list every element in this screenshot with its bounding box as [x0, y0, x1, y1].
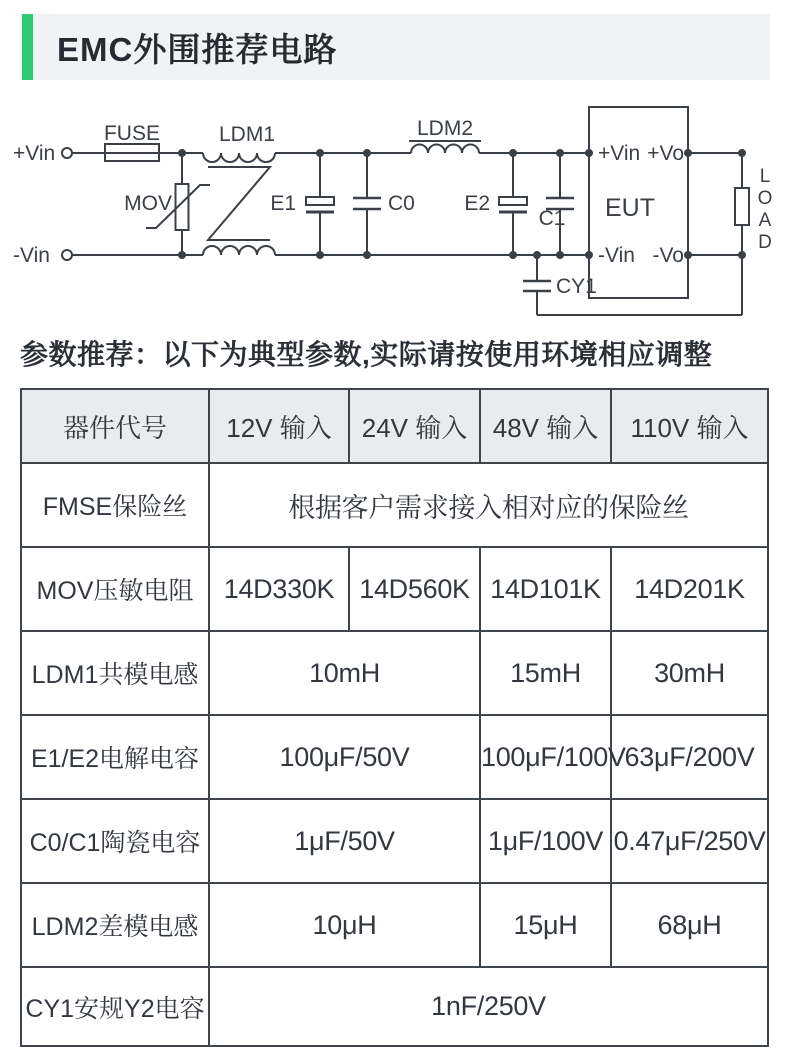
table-row-mov [21, 547, 768, 631]
cell-value: 1μF/100V [480, 799, 611, 883]
ldm2-inductor-symbol [409, 141, 481, 153]
label-cy1: CY1 [556, 275, 597, 298]
table-row-ldm1 [21, 631, 768, 715]
row-label: MOV压敏电阻 [21, 547, 209, 631]
table-row-ldm2 [21, 883, 768, 967]
c1-capacitor-symbol [546, 153, 574, 255]
row-label: E1/E2电解电容 [21, 715, 209, 799]
label-load [758, 166, 773, 253]
row-label: CY1安规Y2电容 [21, 967, 209, 1046]
choke-core-icon [208, 167, 270, 240]
circuit-svg [0, 95, 790, 335]
e2-capacitor-symbol [499, 153, 527, 255]
svg-text:A: A [758, 210, 772, 231]
svg-text:L: L [759, 166, 771, 187]
cell-value: 10μH [209, 883, 480, 967]
svg-text:D: D [758, 232, 772, 253]
label-vin-neg: -Vin [13, 244, 50, 267]
table-header-row [21, 389, 768, 463]
cell-value: 14D201K [611, 547, 768, 631]
row-label: LDM1共模电感 [21, 631, 209, 715]
cell-value: 14D330K [209, 547, 349, 631]
row-label: C0/C1陶瓷电容 [21, 799, 209, 883]
cell-value: 14D560K [349, 547, 480, 631]
label-mov: MOV [124, 192, 172, 215]
label-eut-vin-pos: +Vin [598, 142, 641, 165]
label-eut-vo-neg: -Vo [652, 244, 684, 267]
cell-value: 14D101K [480, 547, 611, 631]
c0-capacitor-symbol [353, 153, 381, 255]
cell-value: 1nF/250V [209, 967, 768, 1046]
label-vin-pos: +Vin [13, 142, 56, 165]
label-eut: EUT [605, 194, 655, 222]
terminal-vin-neg [62, 250, 72, 260]
svg-text:O: O [757, 188, 773, 209]
label-c0: C0 [388, 192, 415, 215]
table-row-fuse [21, 463, 768, 547]
cell-value: 100μF/50V [209, 715, 480, 799]
column-header-48v: 48V 输入 [480, 389, 611, 463]
terminal-vin-pos [62, 148, 72, 158]
label-e2: E2 [464, 192, 490, 215]
load-resistor-symbol [735, 153, 749, 255]
label-ldm1: LDM1 [218, 123, 276, 146]
label-c1: C1 [538, 207, 566, 230]
column-header-component: 器件代号 [21, 389, 209, 463]
cell-value: 1μF/50V [209, 799, 480, 883]
cell-value: 68μH [611, 883, 768, 967]
label-e1: E1 [270, 192, 296, 215]
cell-value: 15mH [480, 631, 611, 715]
circuit-diagram [0, 95, 790, 335]
table-row-c0c1 [21, 799, 768, 883]
parameters-table-wrap [20, 388, 769, 1047]
page-title: EMC外围推荐电路 [57, 30, 338, 68]
cell-value: 30mH [611, 631, 768, 715]
cell-value: 100μF/100V [480, 715, 611, 799]
column-header-24v: 24V 输入 [349, 389, 480, 463]
parameters-subtitle: 参数推荐：以下为典型参数,实际请按使用环境相应调整 [20, 339, 713, 370]
label-ldm2: LDM2 [416, 117, 474, 140]
cell-value: 根据客户需求接入相对应的保险丝 [209, 463, 768, 547]
parameters-table [20, 388, 769, 1047]
e1-capacitor-symbol [306, 153, 334, 255]
table-row-cy1 [21, 967, 768, 1046]
label-eut-vo-pos: +Vo [647, 142, 684, 165]
ldm1-choke-symbol [203, 153, 275, 255]
cell-value: 15μH [480, 883, 611, 967]
label-fuse: FUSE [103, 122, 161, 145]
column-header-110v: 110V 输入 [611, 389, 768, 463]
accent-bar [22, 14, 33, 80]
column-header-12v: 12V 输入 [209, 389, 349, 463]
row-label: LDM2差模电感 [21, 883, 209, 967]
title-bar [20, 14, 770, 80]
cell-value: 0.47μF/250V [611, 799, 768, 883]
row-label: FMSE保险丝 [21, 463, 209, 547]
cell-value: 10mH [209, 631, 480, 715]
table-row-e1e2 [21, 715, 768, 799]
cell-value: 63μF/200V [611, 715, 768, 799]
label-eut-vin-neg: -Vin [598, 244, 635, 267]
